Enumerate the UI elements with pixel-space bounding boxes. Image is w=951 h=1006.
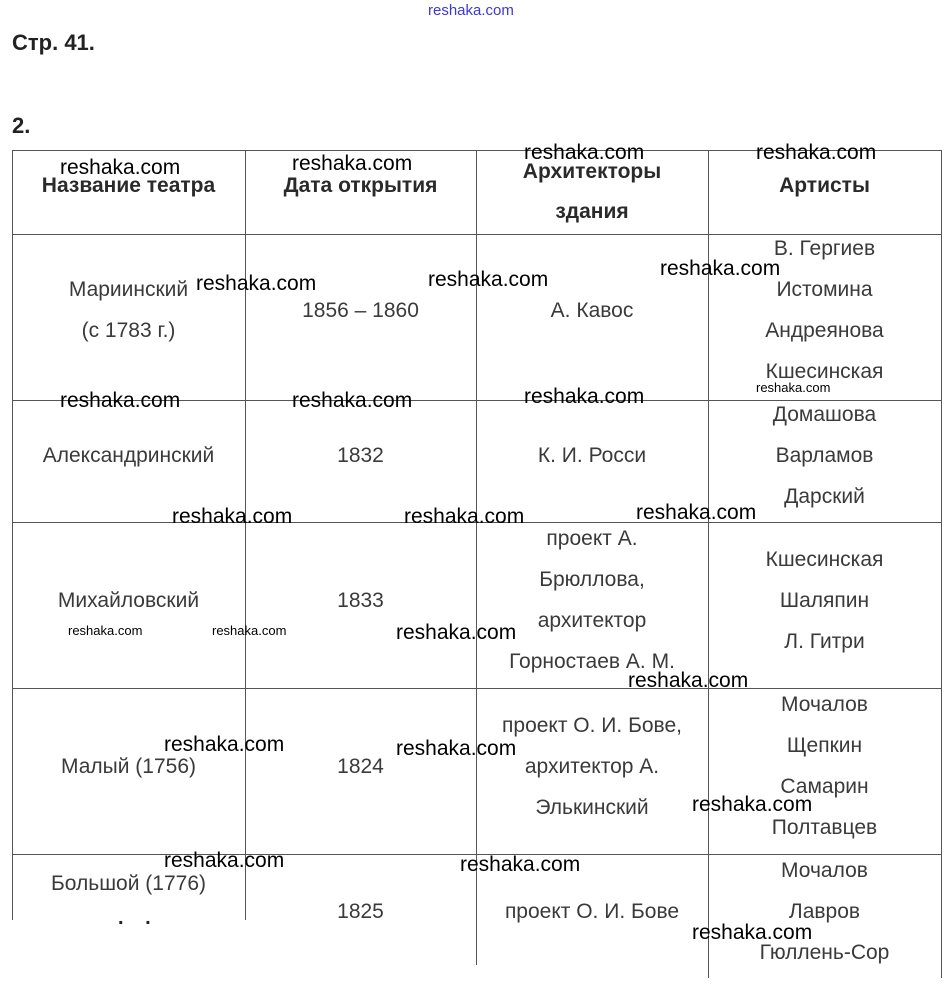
cell-text: Горностаев А. М. (509, 650, 675, 673)
cell-text: Дарский (784, 484, 865, 508)
watermark: reshaka.com (460, 853, 581, 876)
cell-text: проект О. И. Бове, (502, 713, 682, 737)
cell-artists (708, 228, 941, 392)
header-text: здания (555, 200, 629, 223)
cell-text: Михайловский (57, 588, 200, 612)
cell-text: А. Кавос (550, 298, 634, 322)
watermark: reshaka.com (196, 272, 317, 295)
cell-text: Брюллова, (539, 568, 645, 591)
header-text: Архитекторы (522, 160, 662, 183)
cell-theatre-name (12, 688, 245, 844)
cell-theatre-name (12, 400, 245, 510)
cell-opening-date (245, 400, 476, 510)
cell-text: Кшесинская (765, 547, 884, 571)
watermark: reshaka.com (524, 385, 645, 408)
cell-text: проект О. И. Бове (504, 899, 680, 923)
watermark: reshaka.com (164, 849, 285, 872)
cell-architects (476, 400, 708, 510)
header-text: Артисты (779, 174, 870, 197)
cell-text: Шаляпин (779, 588, 870, 612)
cell-text: Полтавцев (771, 816, 878, 839)
header-text: Дата открытия (283, 174, 438, 197)
watermark: reshaka.com (292, 389, 413, 412)
cell-architects (476, 518, 708, 682)
watermark-top: reshaka.com (428, 2, 514, 19)
cell-architects (476, 890, 708, 932)
cell-text: Мочалов (781, 858, 868, 882)
cell-text: Элькинский (535, 795, 649, 819)
cell-text: Мочалов (781, 693, 868, 716)
cell-text: 1824 (337, 754, 384, 778)
cell-text: Мариинский (68, 278, 189, 301)
cell-theatre-name (12, 250, 245, 370)
cell-text: Большой (1776) (51, 871, 206, 895)
cell-text: Кшесинская (765, 360, 884, 383)
cell-text: Домашова (772, 402, 877, 426)
watermark: reshaka.com (60, 156, 181, 179)
cell-text: (с 1783 г.) (81, 319, 176, 342)
cell-opening-date (245, 688, 476, 844)
cell-text: Варламов (775, 443, 874, 467)
cell-text: В. Гергиев (773, 237, 876, 260)
cell-text: архитектор (537, 609, 647, 632)
cell-text: Истомина (776, 278, 873, 301)
cell-text: Щепкин (786, 734, 863, 757)
cell-text: Гюллень-Сор (759, 940, 890, 964)
cell-text: Александринский (42, 443, 215, 467)
watermark: reshaka.com (396, 621, 517, 644)
watermark: reshaka.com (68, 623, 143, 638)
watermark: reshaka.com (404, 505, 525, 528)
table-col-divider (941, 150, 942, 978)
cell-text: проект А. (546, 527, 638, 550)
cell-opening-date (245, 890, 476, 932)
cell-text: Самарин (780, 775, 869, 798)
cell-text: К. И. Росси (537, 443, 647, 467)
watermark: reshaka.com (164, 733, 285, 756)
watermark: reshaka.com (396, 737, 517, 760)
cell-artists (708, 538, 941, 662)
cell-opening-date (245, 522, 476, 678)
cell-text: Лавров (788, 899, 861, 923)
watermark: reshaka.com (172, 505, 293, 528)
cell-artists (708, 393, 941, 517)
watermark: reshaka.com (212, 623, 287, 638)
watermark: reshaka.com (756, 141, 877, 164)
header-text: Название театра (41, 174, 216, 197)
cell-text: 1825 (337, 899, 384, 923)
cell-architects (476, 704, 708, 828)
task-number: 2. (12, 113, 31, 138)
cell-theatre-name (12, 522, 245, 678)
watermark: reshaka.com (292, 152, 413, 175)
watermark: reshaka.com (692, 921, 813, 944)
cell-text: архитектор А. (524, 754, 660, 778)
cell-artists (708, 849, 941, 973)
cell-text: Л. Гитри (784, 629, 865, 653)
watermark: reshaka.com (756, 380, 831, 395)
cell-text: Малый (1756) (60, 754, 197, 778)
cell-text: Андреянова (765, 319, 884, 342)
watermark: reshaka.com (660, 257, 781, 280)
cell-text: 1856 – 1860 (302, 298, 419, 322)
page-number: Стр. 41. (12, 30, 95, 55)
watermark: reshaka.com (428, 268, 549, 291)
cropped-text-fragment: . . (118, 907, 159, 929)
watermark: reshaka.com (628, 669, 749, 692)
cell-text: 1832 (337, 443, 384, 467)
watermark: reshaka.com (60, 389, 181, 412)
watermark: reshaka.com (636, 501, 757, 524)
watermark: reshaka.com (524, 141, 645, 164)
cell-artists (708, 684, 941, 848)
watermark: reshaka.com (692, 793, 813, 816)
cell-text: 1833 (337, 588, 384, 612)
